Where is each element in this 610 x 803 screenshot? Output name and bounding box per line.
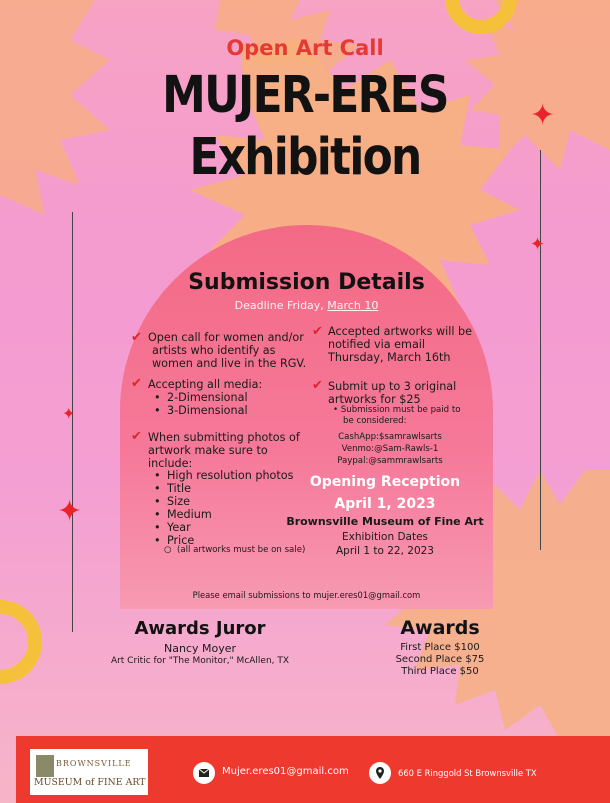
- logo-line2: MUSEUM of FINE ART: [34, 777, 146, 788]
- exhibition-dates-range: April 1 to 22, 2023: [336, 545, 434, 557]
- payment-note: [333, 405, 461, 427]
- check-icon: ✔: [131, 330, 142, 345]
- include-item: • Price: [167, 534, 194, 547]
- instruction-line: When submitting photos of: [148, 431, 300, 444]
- instruction-line: artwork make sure to: [148, 444, 268, 457]
- cashapp-handle: CashApp:$samrawlsarts: [338, 432, 442, 442]
- juror-heading: Awards Juror: [134, 618, 266, 639]
- include-item: • High resolution photos: [167, 469, 293, 482]
- open-call-label: Open Art Call: [226, 36, 384, 60]
- page-subtitle: Exhibition: [189, 128, 421, 187]
- notification-info: [328, 325, 472, 364]
- deadline-prefix: Deadline Friday,: [234, 299, 328, 312]
- exhibition-dates-label: Exhibition Dates: [341, 531, 429, 543]
- fee-line: artworks for $25: [328, 393, 421, 406]
- award-item: First Place $100: [400, 642, 480, 653]
- reception-venue: Brownsville Museum of Fine Art: [286, 515, 484, 528]
- check-icon: ✔: [131, 376, 142, 391]
- media-item: • 3-Dimensional: [167, 404, 248, 417]
- vertical-line-right: [540, 150, 541, 550]
- museum-logo: [30, 749, 148, 795]
- notification-line: notified via email: [328, 338, 426, 351]
- sparkle-icon: ✦: [530, 234, 546, 255]
- criteria-line: artists who identify as: [152, 344, 276, 357]
- juror-name: Nancy Moyer: [163, 642, 236, 655]
- sparkle-icon: ✦: [62, 404, 76, 423]
- reception-heading: Opening Reception: [309, 474, 461, 490]
- mail-icon: [193, 762, 215, 784]
- award-item: Second Place $75: [395, 654, 485, 665]
- include-item: • Title: [167, 482, 191, 495]
- payment-note-line: be considered:: [343, 416, 407, 426]
- criteria-line: Open call for women and/or: [148, 331, 304, 344]
- awards-heading: Awards: [400, 617, 480, 639]
- logo-line1: BROWNSVILLE: [56, 759, 132, 768]
- payment-handles: [330, 431, 450, 467]
- deadline-date: March 10: [327, 299, 379, 312]
- juror-role: Art Critic for "The Monitor," McAllen, TX: [110, 656, 290, 666]
- price-note-text: (all artworks must be on sale): [176, 545, 306, 555]
- payment-note-line: • Submission must be paid to: [333, 405, 461, 415]
- reception-date: April 1, 2023: [334, 496, 436, 512]
- logo-image-icon: [36, 755, 54, 777]
- photos-instruction: [148, 431, 300, 470]
- include-item: • Year: [167, 521, 191, 534]
- fee-info: [328, 380, 456, 406]
- page-title: MUJER-ERES: [162, 66, 448, 125]
- media-heading: Accepting all media:: [148, 378, 263, 391]
- award-item: Third Place $50: [401, 666, 479, 677]
- media-item: • 2-Dimensional: [167, 391, 248, 404]
- sparkle-icon: ✦: [530, 98, 556, 133]
- fee-line: Submit up to 3 original: [328, 380, 457, 393]
- payment-note-text: Submission must be paid to: [340, 405, 461, 415]
- submission-heading: Submission Details: [188, 270, 425, 295]
- deadline-text: [120, 299, 493, 312]
- email-instructions: Please email submissions to mujer.eres01@gmail.com: [192, 590, 421, 600]
- location-pin-icon: [369, 762, 391, 784]
- check-icon: ✔: [131, 429, 142, 444]
- paypal-handle: Paypal:@sammrawlsarts: [337, 456, 443, 466]
- price-note: ○ (all artworks must be on sale): [164, 545, 306, 555]
- venmo-handle: Venmo:@Sam-Rawls-1: [341, 444, 439, 454]
- check-icon: ✔: [312, 378, 323, 393]
- sparkle-icon: ✦: [57, 494, 83, 529]
- criteria-item: [148, 331, 306, 370]
- instruction-line: include:: [148, 457, 193, 470]
- include-item: • Size: [167, 495, 190, 508]
- criteria-line: women and live in the RGV.: [152, 357, 307, 370]
- include-item: • Medium: [167, 508, 212, 521]
- footer-email[interactable]: Mujer.eres01@gmail.com: [222, 766, 349, 777]
- check-icon: ✔: [312, 324, 323, 339]
- notification-line: Thursday, March 16th: [328, 351, 451, 364]
- notification-line: Accepted artworks will be: [328, 325, 472, 338]
- footer-address: 660 E Ringgold St Brownsville TX: [398, 768, 537, 778]
